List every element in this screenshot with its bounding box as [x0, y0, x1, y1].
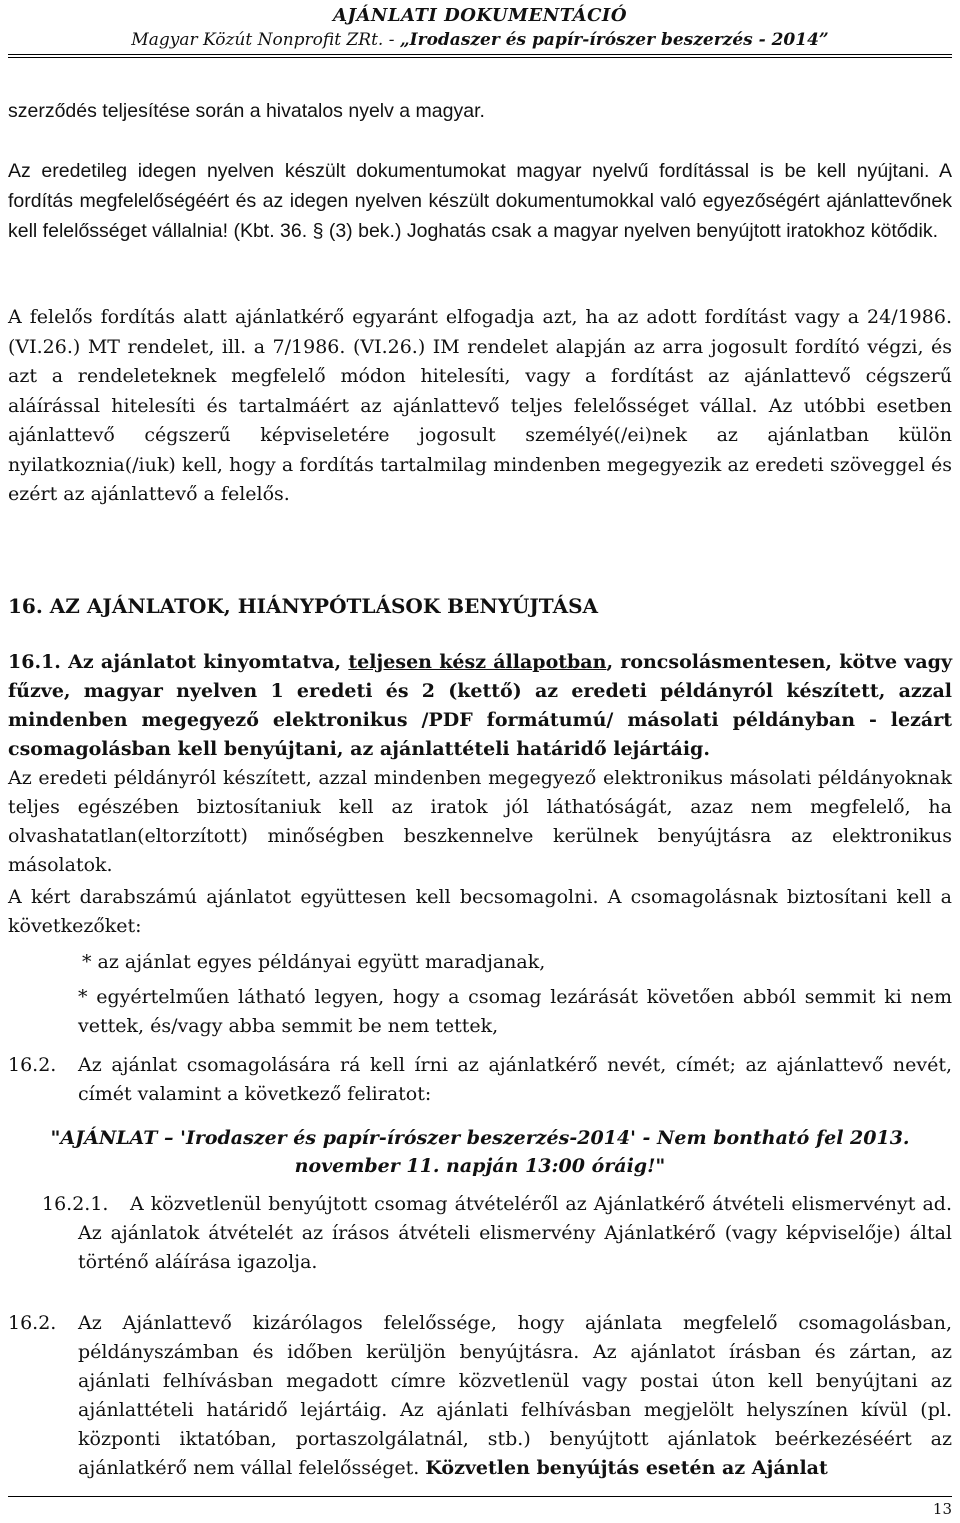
section-16-2b-text: Az Ajánlattevő kizárólagos felelőssége, hogy ajánlata megfelelő csomagolásban, példányszámban és időben kerüljön benyújtásra. Az ajánlatot írásban és zártan, az ajánlati felhívásban megadott címre közvetlenül vagy postai úton kell benyújtani az ajánlattételi határidő lejártáig. Az ajánlati felhívásban megjelölt helyszínen kívül (pl. központi iktatóban, portaszolgálatnál, stb.) benyújtott ajánlatok beérkezéséért az ajánlatkérő nem vállal felelősséget. Közvetlen benyújtás esetén az Ajánlat: [78, 1312, 952, 1479]
section-16-2-number: 16.2.: [8, 1054, 57, 1076]
package-label-line-1: "AJÁNLAT – 'Irodaszer és papír-írószer beszerzés-2014' - Nem bontható fel 2013.: [50, 1127, 910, 1149]
paragraph-translation: Az eredetileg idegen nyelven készült dokumentumokat magyar nyelvű fordítással is be kell nyújtani. A fordítás megfelelőségéért és az idegen nyelven készült dokumentumokkal való egyezőségért ajánlattevőnek kell felelősséget vállalnia! (Kbt. 36. § (3) bek.) Joghatás csak a magyar nyelven benyújtott iratokhoz kötődik.: [8, 160, 952, 242]
section-16-1: 16.1. Az ajánlatot kinyomtatva, teljesen kész állapotban, roncsolásmentesen, kötve vagy fűzve, magyar nyelven 1 eredeti és 2 (kettő) az eredeti példányról készített, azzal mindenben megegyező elektronikus /PDF formátumú/ másolati példányban - lezárt csomagolásban kell benyújtani, az ajánlattételi határidő lejártáig.: [8, 651, 952, 760]
page-number: 13: [932, 1500, 952, 1518]
document-title: AJÁNLATI DOKUMENTÁCIÓ: [332, 5, 627, 26]
section-16-2b-number: 16.2.: [8, 1312, 57, 1334]
bullet-sealed: * egyértelműen látható legyen, hogy a csomag lezárását követően abból semmit ki nem vettek, és/vagy abba semmit be nem tettek,: [78, 986, 952, 1037]
section-16-2-text: Az ajánlat csomagolására rá kell írni az ajánlatkérő nevét, címét; az ajánlattevő nevét, címét valamint a következő feliratot:: [78, 1054, 952, 1105]
section-heading-16: 16. AZ AJÁNLATOK, HIÁNYPÓTLÁSOK BENYÚJTÁSA: [8, 594, 599, 618]
header-divider: [8, 54, 952, 58]
paragraph-packaging: A kért darabszámú ajánlatot együttesen kell becsomagolni. A csomagolásnak biztosítani kell a következőket:: [8, 886, 952, 937]
paragraph-official-language: szerződés teljesítése során a hivatalos nyelv a magyar.: [8, 100, 485, 122]
paragraph-electronic-copies: Az eredeti példányról készített, azzal mindenben megegyező elektronikus másolati példányoknak teljes egészében biztosítaniuk kell az iratok jól láthatóságát, azaz nem megfelelő, ha olvashatatlan(eltorzított) minőségben beszkennelve kerülnek benyújtásra az elektronikus másolatok.: [8, 767, 952, 876]
section-16-2-1-text: A közvetlenül benyújtott csomag átvételéről az Ajánlatkérő átvételi elismervényt ad. Az ajánlatok átvételét az írásos átvételi elismervény Ajánlatkérő (vagy képviselője) által történő aláírása igazolja.: [78, 1193, 952, 1273]
section-16-2-1-number: 16.2.1.: [42, 1193, 109, 1215]
paragraph-responsible-translation: A felelős fordítás alatt ajánlatkérő egyaránt elfogadja azt, ha az adott fordítást vagy a 24/1986. (VI.26.) MT rendelet, ill. a 7/1986. (VI.26.) IM rendelet alapján az arra jogosult fordító végzi, és azt a rendeleteknek megfelelő módon hitelesíti, vagy a fordítást az ajánlattevő cégszerű aláírással hitelesíti és tartalmáért az ajánlattevő teljes felelősséget vállal. Az utóbbi esetben ajánlattevő cégszerű képviseletére jogosult személyé(/ei)nek az ajánlatban külön nyilatkoznia(/iuk) kell, hogy a fordítás tartalmilag mindenben megegyezik az eredeti szöveggel és ezért az ajánlattevő a felelős.: [8, 306, 952, 505]
package-label-line-2: november 11. napján 13:00 óráig!": [294, 1155, 666, 1177]
bullet-copies-together: * az ajánlat egyes példányai együtt maradjanak,: [82, 951, 546, 973]
document-subtitle: Magyar Közút Nonprofit ZRt. - „Irodaszer és papír-írószer beszerzés - 2014”: [131, 30, 829, 50]
footer-divider: [8, 1496, 952, 1497]
page-header: [0, 4, 960, 52]
